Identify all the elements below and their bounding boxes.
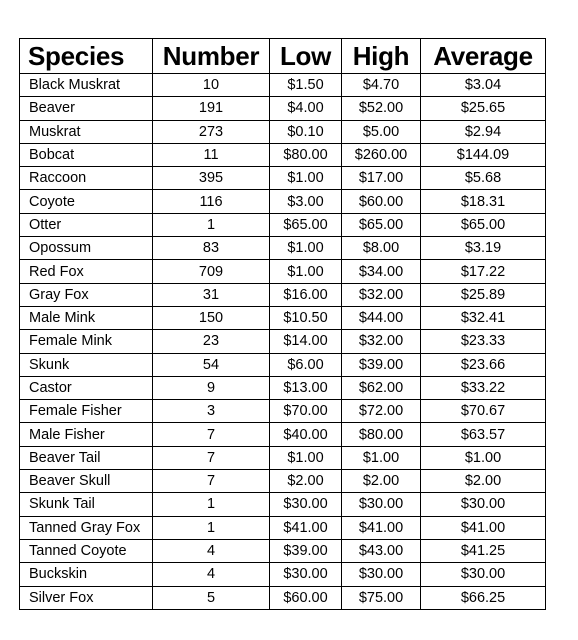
cell-number: 1	[153, 516, 270, 539]
cell-number: 7	[153, 470, 270, 493]
cell-average: $30.00	[421, 563, 546, 586]
cell-average: $25.89	[421, 283, 546, 306]
table-row	[20, 586, 546, 609]
cell-number: 10	[153, 74, 270, 97]
header-average: Average	[421, 39, 546, 74]
header-high: High	[342, 39, 421, 74]
table-row	[20, 539, 546, 562]
cell-low: $65.00	[270, 213, 342, 236]
cell-number: 150	[153, 306, 270, 329]
cell-high: $41.00	[342, 516, 421, 539]
cell-low: $30.00	[270, 493, 342, 516]
cell-high: $4.70	[342, 74, 421, 97]
cell-species: Tanned Coyote	[20, 539, 153, 562]
cell-high: $2.00	[342, 470, 421, 493]
cell-low: $1.00	[270, 260, 342, 283]
cell-species: Black Muskrat	[20, 74, 153, 97]
cell-high: $72.00	[342, 400, 421, 423]
header-species: Species	[20, 39, 153, 74]
table-row	[20, 260, 546, 283]
cell-species: Raccoon	[20, 167, 153, 190]
cell-species: Beaver	[20, 97, 153, 120]
cell-number: 191	[153, 97, 270, 120]
fur-price-table	[19, 38, 546, 610]
cell-low: $30.00	[270, 563, 342, 586]
cell-high: $39.00	[342, 353, 421, 376]
cell-high: $30.00	[342, 563, 421, 586]
cell-low: $40.00	[270, 423, 342, 446]
table-row	[20, 97, 546, 120]
cell-average: $3.04	[421, 74, 546, 97]
table-header	[20, 39, 546, 74]
header-row	[20, 39, 546, 74]
cell-species: Beaver Tail	[20, 446, 153, 469]
cell-number: 4	[153, 539, 270, 562]
cell-high: $65.00	[342, 213, 421, 236]
table-row	[20, 493, 546, 516]
cell-number: 7	[153, 423, 270, 446]
cell-high: $43.00	[342, 539, 421, 562]
cell-high: $60.00	[342, 190, 421, 213]
cell-average: $23.33	[421, 330, 546, 353]
cell-species: Red Fox	[20, 260, 153, 283]
cell-high: $1.00	[342, 446, 421, 469]
table-row	[20, 167, 546, 190]
cell-species: Otter	[20, 213, 153, 236]
cell-average: $41.25	[421, 539, 546, 562]
cell-number: 54	[153, 353, 270, 376]
table-row	[20, 237, 546, 260]
table-row	[20, 120, 546, 143]
cell-species: Skunk	[20, 353, 153, 376]
cell-low: $60.00	[270, 586, 342, 609]
table-row	[20, 516, 546, 539]
table-row	[20, 306, 546, 329]
cell-high: $44.00	[342, 306, 421, 329]
cell-number: 273	[153, 120, 270, 143]
cell-average: $3.19	[421, 237, 546, 260]
cell-number: 4	[153, 563, 270, 586]
table-row	[20, 470, 546, 493]
cell-low: $6.00	[270, 353, 342, 376]
cell-low: $13.00	[270, 376, 342, 399]
cell-average: $32.41	[421, 306, 546, 329]
cell-species: Female Fisher	[20, 400, 153, 423]
table-row	[20, 143, 546, 166]
cell-low: $10.50	[270, 306, 342, 329]
table-row	[20, 330, 546, 353]
cell-average: $30.00	[421, 493, 546, 516]
cell-species: Female Mink	[20, 330, 153, 353]
cell-number: 1	[153, 493, 270, 516]
cell-number: 11	[153, 143, 270, 166]
table-row	[20, 376, 546, 399]
cell-low: $80.00	[270, 143, 342, 166]
cell-number: 7	[153, 446, 270, 469]
cell-species: Tanned Gray Fox	[20, 516, 153, 539]
cell-species: Silver Fox	[20, 586, 153, 609]
cell-average: $33.22	[421, 376, 546, 399]
cell-species: Coyote	[20, 190, 153, 213]
cell-average: $18.31	[421, 190, 546, 213]
cell-species: Bobcat	[20, 143, 153, 166]
cell-low: $1.50	[270, 74, 342, 97]
cell-average: $5.68	[421, 167, 546, 190]
cell-low: $14.00	[270, 330, 342, 353]
cell-number: 116	[153, 190, 270, 213]
cell-species: Beaver Skull	[20, 470, 153, 493]
table-row	[20, 563, 546, 586]
table-body	[20, 74, 546, 610]
cell-average: $70.67	[421, 400, 546, 423]
cell-average: $65.00	[421, 213, 546, 236]
cell-species: Opossum	[20, 237, 153, 260]
cell-average: $66.25	[421, 586, 546, 609]
cell-low: $1.00	[270, 167, 342, 190]
cell-high: $30.00	[342, 493, 421, 516]
cell-high: $75.00	[342, 586, 421, 609]
cell-number: 1	[153, 213, 270, 236]
cell-high: $8.00	[342, 237, 421, 260]
cell-average: $25.65	[421, 97, 546, 120]
cell-average: $63.57	[421, 423, 546, 446]
cell-species: Gray Fox	[20, 283, 153, 306]
cell-high: $80.00	[342, 423, 421, 446]
cell-average: $23.66	[421, 353, 546, 376]
cell-average: $2.00	[421, 470, 546, 493]
cell-number: 23	[153, 330, 270, 353]
table-row	[20, 423, 546, 446]
cell-species: Male Mink	[20, 306, 153, 329]
cell-low: $0.10	[270, 120, 342, 143]
cell-average: $144.09	[421, 143, 546, 166]
cell-number: 395	[153, 167, 270, 190]
table-row	[20, 74, 546, 97]
cell-high: $34.00	[342, 260, 421, 283]
cell-number: 5	[153, 586, 270, 609]
cell-number: 9	[153, 376, 270, 399]
cell-low: $39.00	[270, 539, 342, 562]
cell-high: $52.00	[342, 97, 421, 120]
table-row	[20, 400, 546, 423]
cell-high: $62.00	[342, 376, 421, 399]
cell-number: 709	[153, 260, 270, 283]
cell-high: $32.00	[342, 283, 421, 306]
cell-low: $1.00	[270, 446, 342, 469]
cell-low: $2.00	[270, 470, 342, 493]
table-row	[20, 353, 546, 376]
cell-average: $2.94	[421, 120, 546, 143]
cell-low: $16.00	[270, 283, 342, 306]
cell-low: $70.00	[270, 400, 342, 423]
cell-high: $17.00	[342, 167, 421, 190]
cell-low: $1.00	[270, 237, 342, 260]
cell-high: $260.00	[342, 143, 421, 166]
cell-number: 31	[153, 283, 270, 306]
table-row	[20, 446, 546, 469]
cell-species: Buckskin	[20, 563, 153, 586]
cell-species: Skunk Tail	[20, 493, 153, 516]
table-row	[20, 283, 546, 306]
table-row	[20, 190, 546, 213]
cell-low: $3.00	[270, 190, 342, 213]
header-number: Number	[153, 39, 270, 74]
cell-high: $32.00	[342, 330, 421, 353]
cell-species: Male Fisher	[20, 423, 153, 446]
cell-average: $1.00	[421, 446, 546, 469]
cell-species: Muskrat	[20, 120, 153, 143]
header-low: Low	[270, 39, 342, 74]
cell-low: $41.00	[270, 516, 342, 539]
cell-species: Castor	[20, 376, 153, 399]
cell-average: $17.22	[421, 260, 546, 283]
cell-average: $41.00	[421, 516, 546, 539]
cell-low: $4.00	[270, 97, 342, 120]
cell-number: 3	[153, 400, 270, 423]
table-row	[20, 213, 546, 236]
cell-high: $5.00	[342, 120, 421, 143]
cell-number: 83	[153, 237, 270, 260]
